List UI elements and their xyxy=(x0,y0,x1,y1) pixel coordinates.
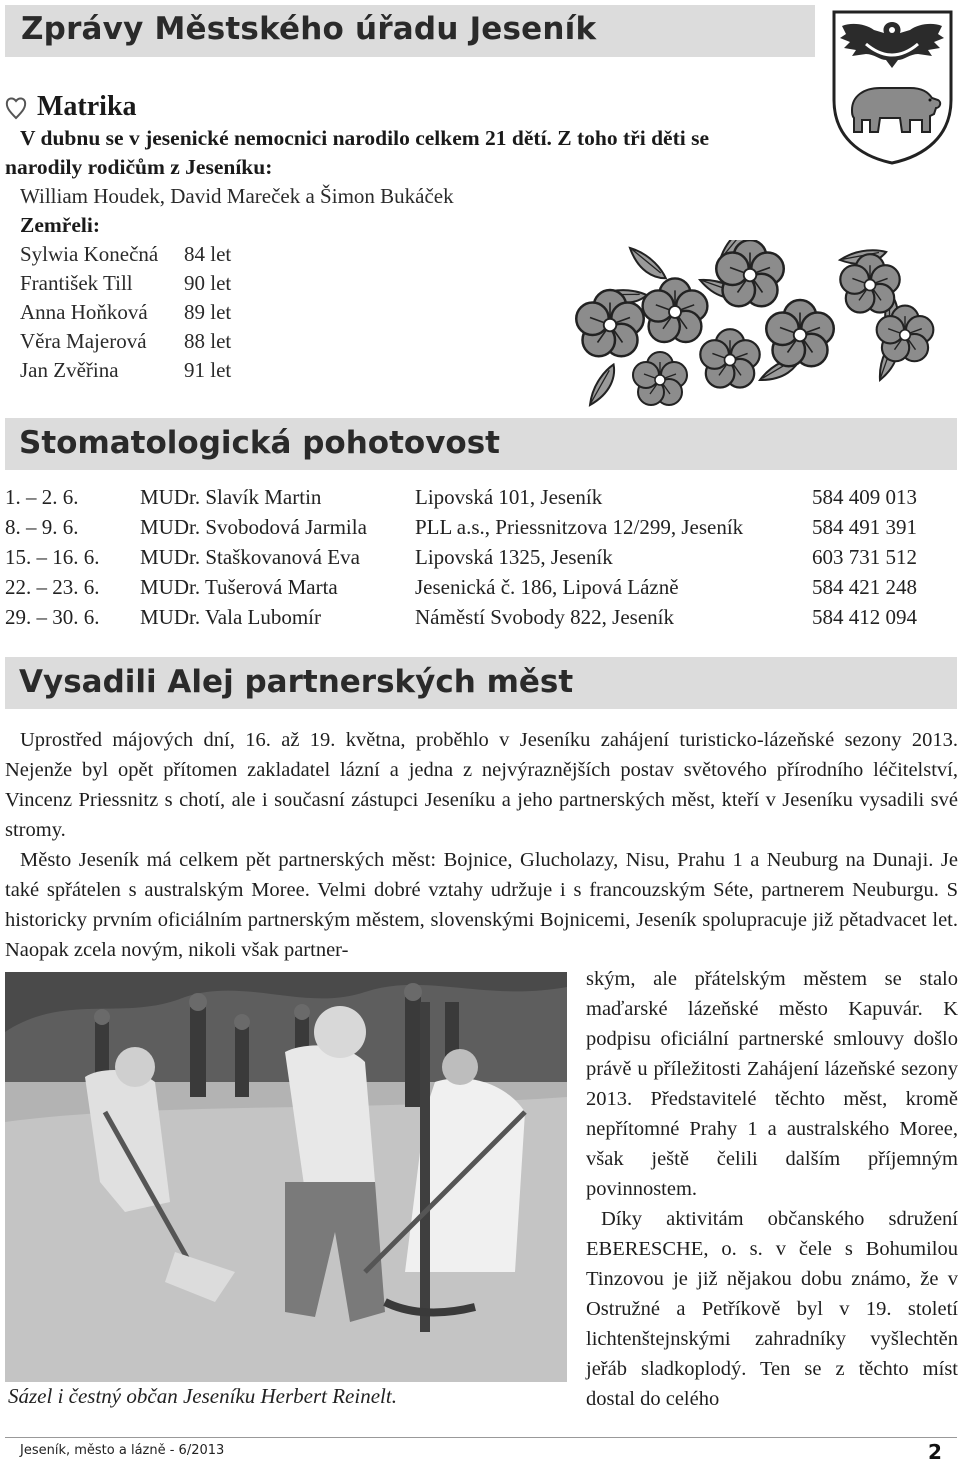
cell-doctor: MUDr. Staškovanová Eva xyxy=(140,545,360,569)
stomatology-heading: Stomatologická pohotovost xyxy=(19,425,500,461)
death-name: František Till xyxy=(20,271,133,295)
cell-phone: 584 421 248 xyxy=(812,575,917,599)
article-heading-bar xyxy=(5,657,957,709)
death-name: Anna Hoňková xyxy=(20,300,148,324)
footer-divider xyxy=(5,1437,957,1438)
cell-date: 29. – 30. 6. xyxy=(5,605,100,629)
masthead-bar xyxy=(5,5,815,57)
article-body xyxy=(5,725,958,965)
cell-phone: 584 491 391 xyxy=(812,515,917,539)
article-paragraph: Uprostřed májových dní, 16. až 19. května, proběhlo v Jeseníku zahájení turisticko-lázeňské sezony 2013. Nejenže byl opět přítomen zakladatel lázní a jedna z nejvýraznějších postav světového přírodního léčitelství, Vincenz Priessnitz s chotí, ale i současní zástupci Jeseníku a jeho partnerských měst, kteří v Jeseníku vysadili své stromy. xyxy=(5,729,958,841)
cell-address: Lipovská 1325, Jeseník xyxy=(415,545,613,569)
death-age: 88 let xyxy=(184,329,232,353)
cell-doctor: MUDr. Vala Lubomír xyxy=(140,605,322,629)
cell-phone: 603 731 512 xyxy=(812,545,917,569)
cell-doctor: MUDr. Svobodová Jarmila xyxy=(140,515,367,539)
cell-address: Náměstí Svobody 822, Jeseník xyxy=(415,605,674,629)
cell-address: Jesenická č. 186, Lipová Lázně xyxy=(415,575,679,599)
article-photo xyxy=(5,972,567,1382)
births-intro-line1: V dubnu se v jesenické nemocnici narodilo celkem 21 dětí. Z toho tři děti se xyxy=(20,126,709,150)
article-right-column xyxy=(586,964,958,1414)
births-intro-line2: narodily rodičům z Jeseníku: xyxy=(5,155,273,179)
heart-icon xyxy=(5,96,27,120)
article-heading: Vysadili Alej partnerských měst xyxy=(19,664,574,700)
article-paragraph: ským, ale přátelským městem se stalo maďarské lázeňské město Kapuvár. K podpisu oficiální partnerské smlouvy došlo právě u příležitosti Zahájení lázeňské sezony 2013. Představitelé těchto měst, kromě nepřítomné Prahy 1 a australského Moree, však ještě čelili dalším příjemným povinnostem. xyxy=(586,968,958,1200)
table-row xyxy=(5,575,945,605)
cell-address: Lipovská 101, Jeseník xyxy=(415,485,603,509)
deaths-heading: Zemřeli: xyxy=(20,213,100,237)
stomatology-table xyxy=(5,485,945,635)
table-row xyxy=(5,485,945,515)
jesenik-coat-of-arms-icon xyxy=(830,8,955,166)
table-row xyxy=(5,605,945,635)
cell-doctor: MUDr. Slavík Martin xyxy=(140,485,322,509)
footer-publication: Jeseník, město a lázně - 6/2013 xyxy=(20,1443,225,1458)
cell-phone: 584 412 094 xyxy=(812,605,917,629)
death-age: 89 let xyxy=(184,300,232,324)
cell-address: PLL a.s., Priessnitzova 12/299, Jeseník xyxy=(415,515,744,539)
page-title: Zprávy Městského úřadu Jeseník xyxy=(21,11,597,47)
article-paragraph: Město Jeseník má celkem pět partnerských měst: Bojnice, Glucholazy, Nisu, Prahu 1 a Neuburg na Dunaji. Je také spřátelen s australským Moree. Velmi dobré vztahy udržuje i s francouzským Séte, partnerem Neuburgu. S historicky prvním oficiálním partnerským městem, slovenskými Bojnicemi, Jeseník spolupracuje již pětadvacet let. Naopak zcela novým, nikoli však partner- xyxy=(5,849,958,961)
stomatology-heading-bar xyxy=(5,418,957,470)
cell-date: 15. – 16. 6. xyxy=(5,545,100,569)
death-name: Jan Zvěřina xyxy=(20,358,119,382)
births-intro xyxy=(5,124,825,182)
page-number: 2 xyxy=(928,1440,942,1464)
table-row xyxy=(5,545,945,575)
death-age: 84 let xyxy=(184,242,232,266)
table-row xyxy=(5,515,945,545)
cell-date: 8. – 9. 6. xyxy=(5,515,79,539)
death-name: Věra Majerová xyxy=(20,329,147,353)
death-age: 91 let xyxy=(184,358,232,382)
matrika-heading xyxy=(5,88,825,124)
cell-phone: 584 409 013 xyxy=(812,485,917,509)
death-age: 90 let xyxy=(184,271,232,295)
cell-date: 1. – 2. 6. xyxy=(5,485,79,509)
matrika-heading-text: Matrika xyxy=(37,91,137,122)
death-name: Sylwia Konečná xyxy=(20,242,159,266)
cell-doctor: MUDr. Tušerová Marta xyxy=(140,575,338,599)
flowers-illustration-icon xyxy=(560,240,950,410)
born-names: William Houdek, David Mareček a Šimon Bukáček xyxy=(20,184,454,208)
cell-date: 22. – 23. 6. xyxy=(5,575,100,599)
photo-caption: Sázel i čestný občan Jeseníku Herbert Reinelt. xyxy=(8,1384,397,1408)
article-paragraph: Díky aktivitám občanského sdružení EBERESCHE, o. s. v čele s Bohumilou Tinzovou je již nějakou dobu známo, že v Ostružné a Petříkově byl v 19. století lichtenštejnskými zahradníky vyšlechtěn jeřáb sladkoplodý. Ten se z těchto míst dostal do celého xyxy=(586,1208,958,1410)
